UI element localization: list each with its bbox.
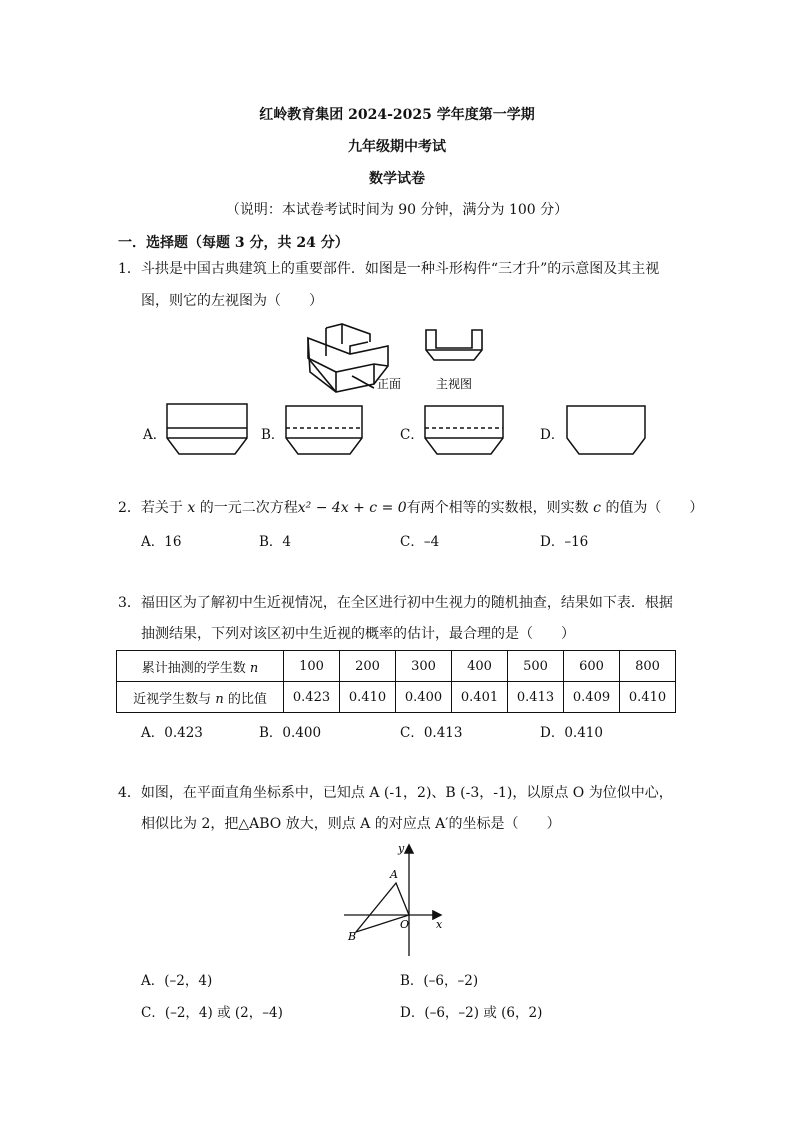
- q1-option-b-figure[interactable]: [284, 404, 364, 456]
- q1-text-line2: 图，则它的左视图为（ ）: [141, 293, 323, 309]
- q2-text: 若关于: [140, 500, 183, 516]
- q2-var-x: x: [187, 500, 196, 516]
- table-cell: 400: [452, 651, 508, 682]
- q4-text-line1: 如图，在平面直角坐标系中，已知点 A (-1，2)、B (-3，-1)，以原点 O 为位似中心，: [140, 785, 673, 801]
- q1-option-d-figure[interactable]: [565, 404, 647, 456]
- table-cell: 0.401: [452, 682, 508, 713]
- table-cell: 0.413: [508, 682, 564, 713]
- q3-text-line2: 抽测结果，下列对该区初中生近视的概率的估计，最合理的是（ ）: [141, 626, 575, 642]
- q2-option-c[interactable]: C．–4: [400, 534, 440, 550]
- table-cell: 800: [620, 651, 676, 682]
- question-1: [118, 258, 698, 280]
- table-cell: 200: [340, 651, 396, 682]
- q4-option-c[interactable]: C．(–2，4) 或 (2，–4): [141, 1005, 283, 1021]
- table-cell: 0.410: [620, 682, 676, 713]
- q1-label-main-view: 主视图: [436, 377, 473, 391]
- table-var-n: n: [249, 660, 259, 676]
- table-header-text: 近视学生数与: [133, 691, 212, 707]
- q4-text-line2: 相似比为 2，把△ABO 放大，则点 A 的对应点 A′的坐标是（ ）: [141, 816, 561, 832]
- q1-option-c-label: C．: [400, 427, 424, 443]
- table-header-cell: [117, 651, 284, 682]
- q1-figure: [290, 318, 510, 398]
- q4-option-b[interactable]: B．(–6，–2): [400, 973, 479, 989]
- q3-option-d[interactable]: D．0.410: [540, 725, 603, 741]
- q3-option-a[interactable]: A．0.423: [141, 725, 203, 741]
- q2-text: 的值为（ ）: [605, 500, 704, 516]
- q1-option-c-figure[interactable]: [423, 404, 505, 456]
- y-axis-label: y: [398, 842, 405, 855]
- section-title: 一．选择题（每题 3 分，共 24 分）: [118, 235, 349, 251]
- q3-data-table: [116, 650, 676, 713]
- table-var-n: n: [215, 691, 224, 707]
- table-header-cell: [117, 682, 284, 713]
- table-cell: 0.410: [340, 682, 396, 713]
- q1-main-view: [426, 330, 482, 360]
- exam-header-line1: 红岭教育集团 2024-2025 学年度第一学期: [259, 107, 535, 123]
- question-3: [118, 592, 673, 614]
- table-cell: 0.423: [284, 682, 340, 713]
- exam-header-line2: 九年级期中考试: [348, 139, 446, 155]
- q1-option-a-figure[interactable]: [165, 402, 249, 456]
- exam-note: （说明：本试卷考试时间为 90 分钟，满分为 100 分）: [225, 202, 569, 218]
- q1-option-a-label: A．: [143, 427, 167, 443]
- table-cell: 500: [508, 651, 564, 682]
- q4-option-d[interactable]: D．(–6，–2) 或 (6，2): [400, 1005, 543, 1021]
- table-header-text: 累计抽测的学生数: [141, 660, 246, 676]
- q4-option-a[interactable]: A．(–2，4): [141, 973, 213, 989]
- q1-label-front: 正面: [377, 377, 402, 391]
- q2-var-c: c: [593, 500, 601, 516]
- q1-text-line1: 斗拱是中国古典建筑上的重要部件．如图是一种斗形构件“三才升”的示意图及其主视: [140, 261, 660, 277]
- question-4: [118, 782, 673, 804]
- q3-option-b[interactable]: B．0.400: [259, 725, 322, 741]
- point-b-label: B: [348, 930, 357, 943]
- q2-text: 的一元二次方程: [199, 500, 298, 516]
- q2-text: 有两个相等的实数根，则实数: [406, 500, 589, 516]
- question-2: [118, 497, 703, 519]
- table-header-text: 的比值: [227, 691, 267, 707]
- table-cell: 600: [564, 651, 620, 682]
- q2-option-b[interactable]: B．4: [259, 534, 292, 550]
- exam-header-line3: 数学试卷: [369, 171, 425, 187]
- table-cell: 0.409: [564, 682, 620, 713]
- table-cell: 300: [396, 651, 452, 682]
- q3-option-c[interactable]: C．0.413: [400, 725, 463, 741]
- q2-option-a[interactable]: A．16: [141, 534, 182, 550]
- point-a-label: A: [390, 868, 398, 881]
- table-row: [117, 651, 676, 682]
- origin-label: O: [400, 918, 410, 931]
- q2-option-d[interactable]: D．–16: [540, 534, 589, 550]
- q4-number: 4．: [118, 785, 141, 801]
- q4-coordinate-figure: [340, 838, 450, 960]
- q2-number: 2．: [118, 500, 141, 516]
- table-row: [117, 682, 676, 713]
- q3-text-line1: 福田区为了解初中生近视情况，在全区进行初中生视力的随机抽查，结果如下表．根据: [140, 595, 673, 611]
- q1-option-b-label: B．: [261, 427, 285, 443]
- q3-number: 3．: [118, 595, 141, 611]
- table-cell: 0.400: [396, 682, 452, 713]
- table-cell: 100: [284, 651, 340, 682]
- q1-option-d-label: D．: [540, 427, 565, 443]
- q2-equation: x² − 4x + c = 0: [297, 500, 407, 516]
- x-axis-label: x: [436, 918, 443, 931]
- q1-number: 1．: [118, 261, 141, 277]
